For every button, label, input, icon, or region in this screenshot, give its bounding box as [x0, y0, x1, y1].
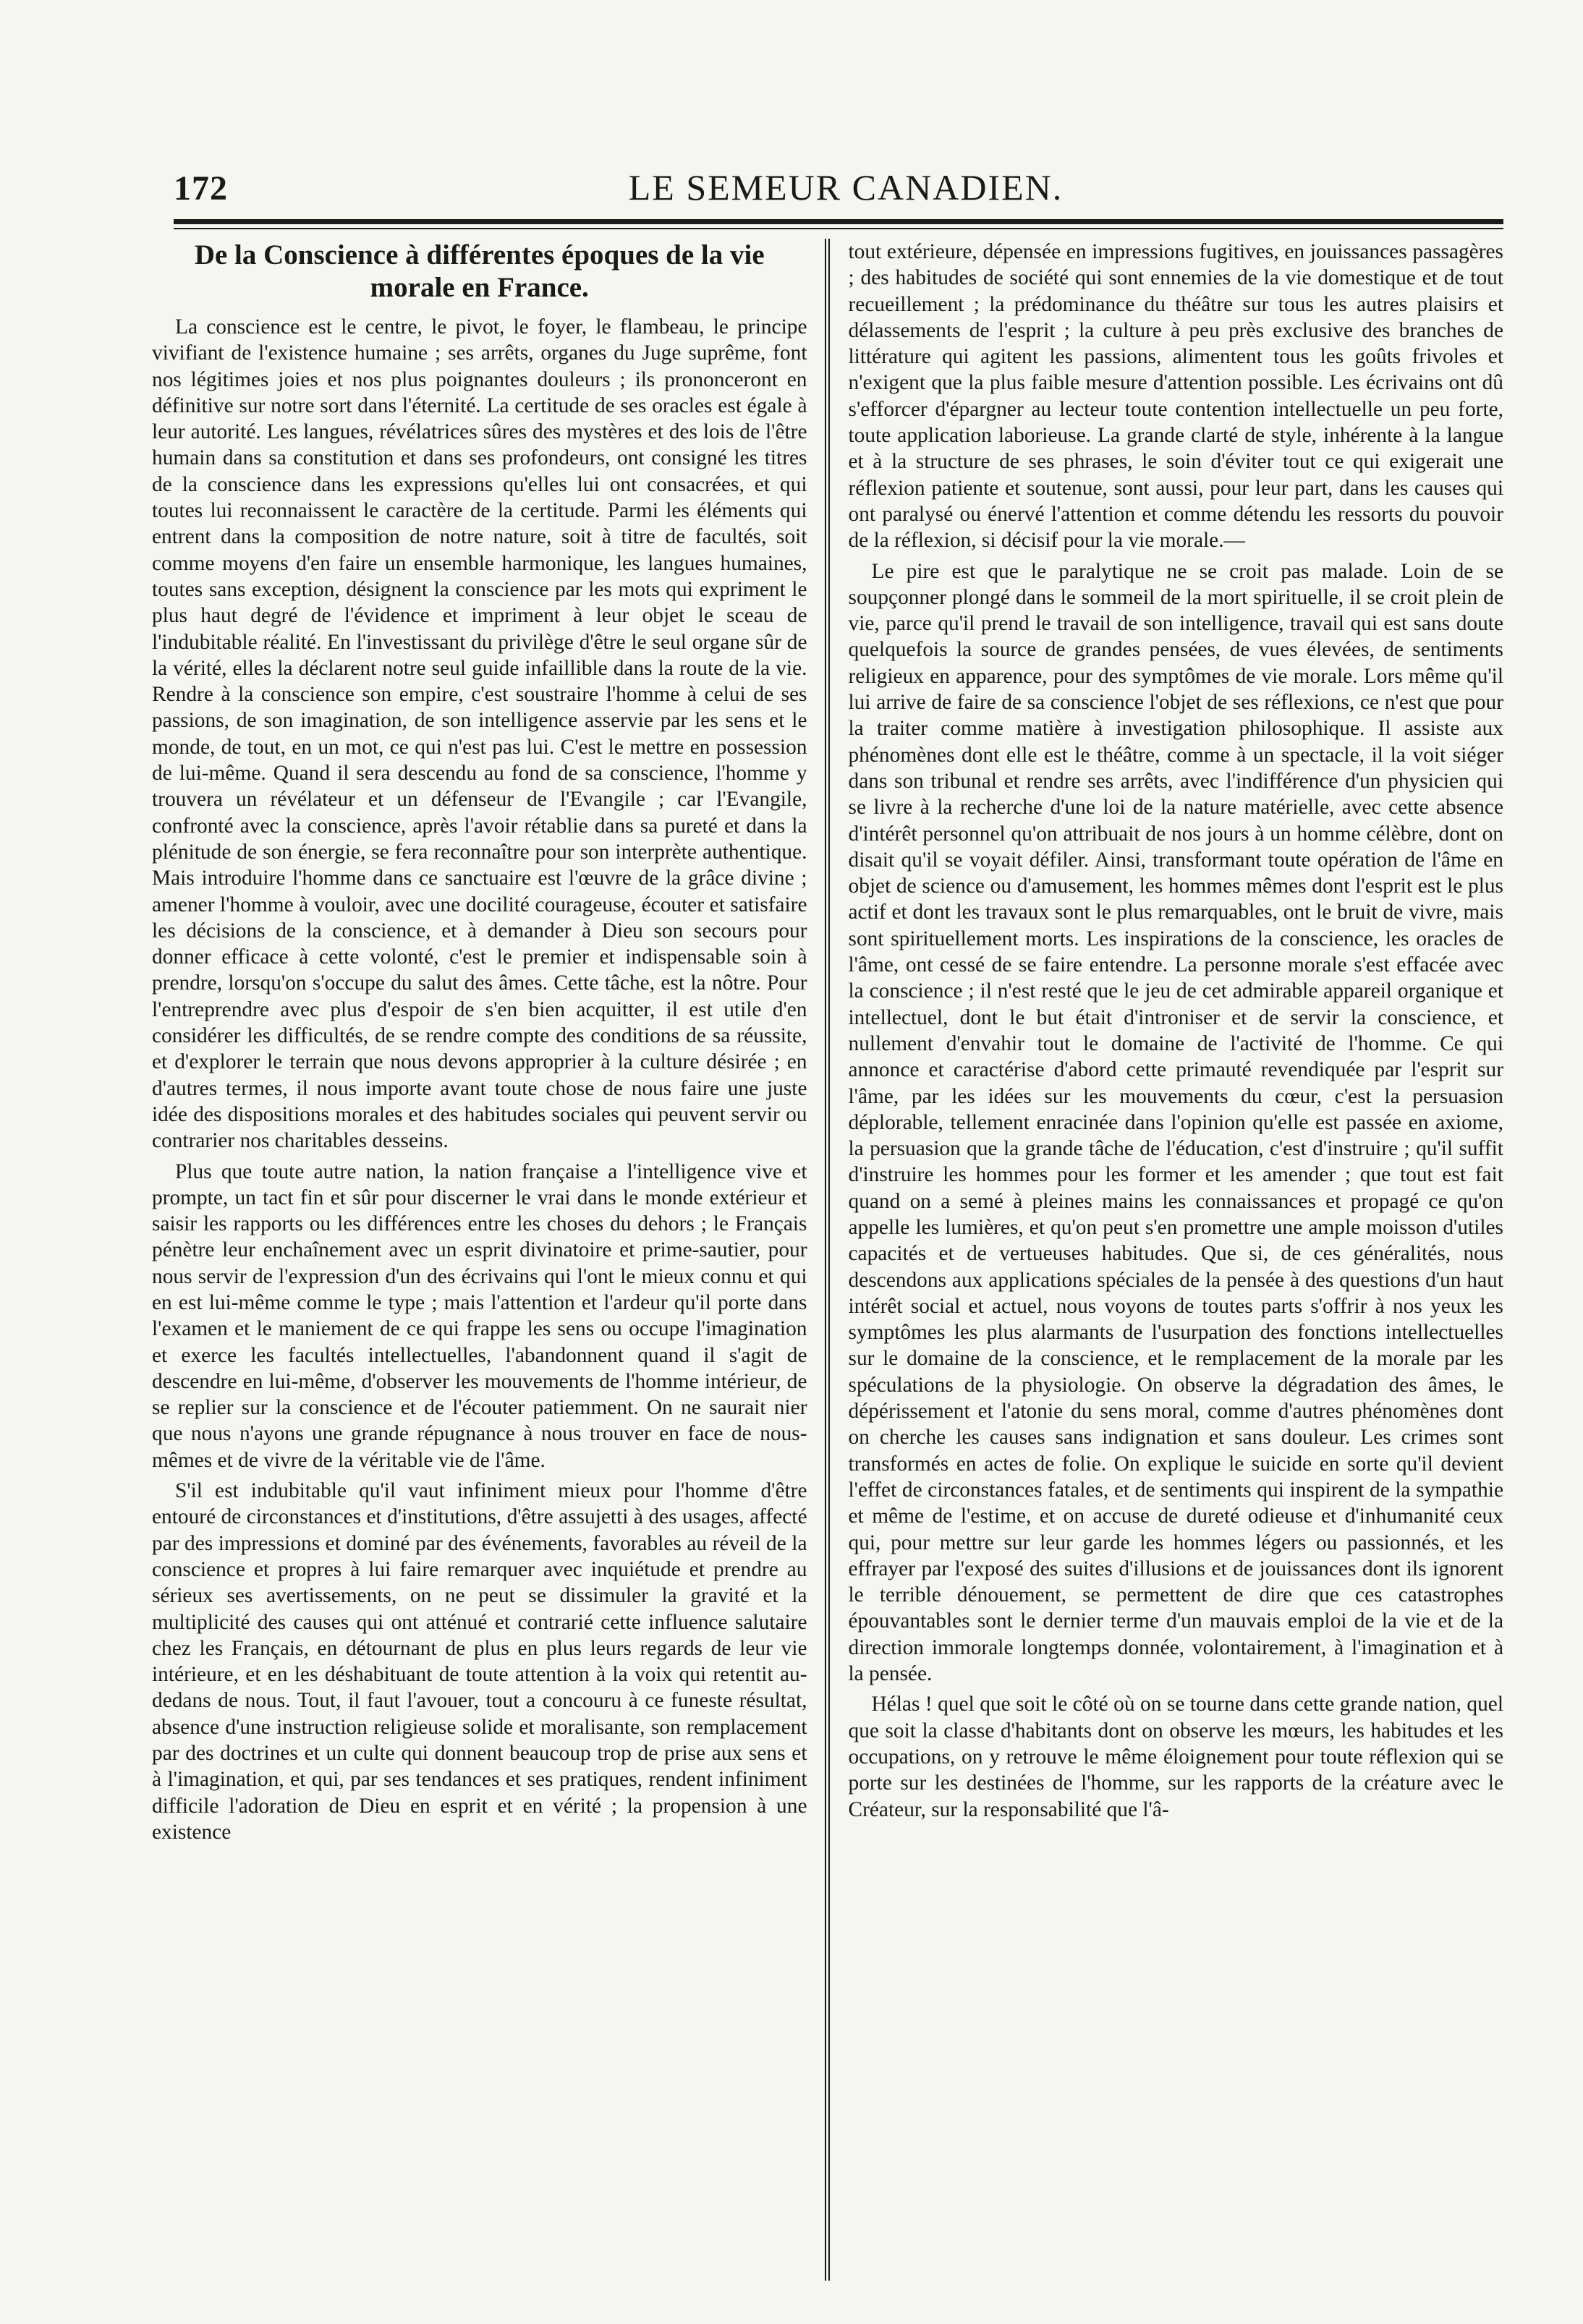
paragraph: Hélas ! quel que soit le côté où on se tourne dans cette grande nation, quel que soit la classe d'habitants dont on observe les mœurs, les habitudes et les occupations, on y retrouve le même éloignement pour toute réflexion qui se porte sur les destinées de l'homme, sur les rapports de la créature avec le Créateur, sur la responsabilité que l'â-: [848, 1693, 1503, 1821]
header-rule-thin: [174, 228, 1503, 229]
left-column: [152, 239, 825, 2281]
column-divider: [825, 239, 830, 2281]
paragraph: S'il est indubitable qu'il vaut infiniment mieux pour l'homme d'être entouré de circonstances et d'institutions, d'être assujetti à des usages, affecté par des impressions et dominé par des événements, favorables au réveil de la conscience et propres à lui faire remarquer avec inquiétude et prendre au sérieux ses avertissements, on ne peut se dissimuler la gravité et la multiplicité des causes qui ont atténué et contrarié cette influence salutaire chez les Français, en détournant de plus en plus leurs regards de leur vie intérieure, et en les déshabituant de toute attention à la voix qui retentit au-dedans de nous. Tout, il faut l'avouer, tout a concouru à ce funeste résultat, absence d'une instruction religieuse solide et moralisante, son remplacement par des doctrines et un culte qui donnent beaucoup trop de prise aux sens et à l'imagination, et qui, par ses tendances et ses pratiques, rendent infiniment difficile l'adoration de Dieu en esprit et en vérité ; la propension à une existence: [152, 1479, 807, 1844]
paragraph: Plus que toute autre nation, la nation française a l'intelligence vive et prompte, un tact fin et sûr pour discerner le vrai dans le monde extérieur et saisir les rapports ou les différences entre les choses du dehors ; le Français pénètre leur enchaînement avec un esprit divinatoire et prime-sautier, pour nous servir de l'expression d'un des écrivains qui l'ont le mieux connu et qui en est lui-même comme le type ; mais l'attention et l'ardeur qu'il porte dans l'examen et le maniement de ce qui frappe les sens ou occupe l'imagination et exerce les facultés intellectuelles, l'abandonnent quand il s'agit de descendre en lui-même, d'observer les mouvements de l'homme intérieur, de se replier sur la conscience et de l'écouter patiemment. On ne saurait nier que nous n'ayons une grande répugnance à nous trouver en face de nous-mêmes et de vivre de la véritable vie de l'âme.: [152, 1159, 807, 1472]
paragraph: tout extérieure, dépensée en impressions fugitives, en jouissances passagères ; des habitudes de société qui sont ennemies de la vie domestique et de tout recueillement ; la prédominance du théâtre sur tous les autres plaisirs et délassements de l'esprit ; la culture à peu près exclusive des branches de littérature qui agitent les passions, alimentent tous les goûts frivoles et n'exigent que la plus faible mesure d'attention possible. Les écrivains ont dû s'efforcer d'épargner au lecteur toute contention intellectuelle un peu forte, toute application laborieuse. La grande clarté de style, inhérente à la langue et à la structure de ses phrases, le soin d'éviter tout ce qui exigerait une réflexion patiente et soutenue, sont aussi, pour leur part, dans les causes qui ont paralysé ou énervé l'attention et comme détendu les ressorts du pouvoir de la réflexion, si décisif pour la vie morale.—: [848, 240, 1503, 553]
running-title: LE SEMEUR CANADIEN.: [628, 167, 1064, 208]
paragraph: Le pire est que le paralytique ne se croit pas malade. Loin de se soupçonner plongé dans le sommeil de la mort spirituelle, il se croit plein de vie, parce qu'il prend le travail de son intelligence, travail qui est sans doute quelquefois la source de grandes pensées, de vues élevées, de sentiments religieux en apparence, pour des symptômes de vie morale. Lors même qu'il lui arrive de faire de sa conscience l'objet de ses réflexions, ce n'est que pour la traiter comme matière à investigation philosophique. Il assiste aux phénomènes dont elle est le théâtre, comme à un spectacle, il la voit siéger dans son tribunal et rendre ses arrêts, avec l'indifférence d'un physicien qui se livre à la recherche d'une loi de la nature matérielle, avec cette absence d'intérêt personnel qu'on attribuait de nos jours à un homme célèbre, dont on disait qu'il se voyait défiler. Ainsi, transformant toute opération de l'âme en objet de science ou d'amusement, les hommes mêmes dont l'esprit est le plus actif et dont les travaux sont le plus remarquables, ont le bruit de vivre, mais sont spirituellement morts. Les inspirations de la conscience, les oracles de l'âme, ont cessé de se faire entendre. La personne morale s'est effacée avec la conscience ; il n'est resté que le jeu de cet admirable appareil organique et intellectuel, dont le but était d'introniser et de servir la conscience, et nullement d'envahir tout le domaine de l'activité de l'homme. Ce qui annonce et caractérise d'abord cette primauté revendiquée par l'esprit sur l'âme, par les idées sur les mouvements du cœur, c'est la persuasion déplorable, tellement enracinée dans l'opinion qu'elle est passée en axiome, la persuasion que la grande tâche de l'éducation, c'est d'instruire ; qu'il suffit d'instruire les hommes pour les former et les amender ; que tout est fait quand on a semé à pleines mains les connaissances et propagé ce qu'on appelle les lumières, et qu'on peut s'en promettre une ample moisson d'utiles capacités et de vertueuses habitudes. Que si, de ces généralités, nous descendons aux applications spéciales de la pensée à des questions d'un haut intérêt social et actuel, nous voyons de toutes parts s'offrir à nos yeux les symptômes les plus alarmants de l'usurpation des fonctions intellectuelles sur le domaine de la conscience, et le remplacement de la morale par les spéculations de la physiologie. On observe la dégradation des âmes, le dépérissement et l'atonie du sens moral, comme d'autres phénomènes dont on cherche les causes sans indignation et sans douleur. Les crimes sont transformés en actes de folie. On explique le suicide en sorte qu'il devient l'effet de circonstances fatales, et de sentiments qui inspirent de la sympathie et même de l'estime, et on accuse de dureté odieuse et d'inhumanité ceux qui, pour mettre sur leur garde les hommes légers ou passionnés, et les effrayer par l'exposé des suites d'illusions et de jouissances dont ils ignorent le terrible dénouement, se permettent de dire que ces catastrophes épouvantables sont le dernier terme d'un mauvais emploi de la vie et de la direction immorale longtemps donnée, volontairement, à l'imagination et à la pensée.: [848, 559, 1503, 1686]
article-title: De la Conscience à différentes époques de la vie morale en France.: [194, 239, 765, 303]
page-number: 172: [174, 169, 228, 208]
page-header: [109, 127, 1503, 206]
right-column: [830, 239, 1504, 2281]
header-rule-thick: [174, 219, 1503, 224]
paragraph: La conscience est le centre, le pivot, le foyer, le flambeau, le principe vivifiant de l'existence humaine ; ses arrêts, organes du Juge suprême, font nos légitimes joies et nos plus poignantes douleurs ; ils prononceront en définitive sur notre sort dans l'éternité. La certitude de ses oracles est égale à leur autorité. Les langues, révélatrices sûres des mystères et des lois de l'être humain dans sa constitution et dans ses profondeurs, ont consigné les titres de la conscience dans les expressions qu'elles lui ont consacrées, et qui toutes lui reconnaissent le caractère de la certitude. Parmi les éléments qui entrent dans la composition de notre nature, soit à titre de facultés, soit comme moyens d'en faire un ensemble harmonique, les langues humaines, toutes sans exception, désignent la conscience par les mots qui expriment le plus haut degré de l'évidence et impriment à leur objet le sceau de l'indubitable réalité. En l'investissant du privilège d'être le seul organe sûr de la vérité, elles la déclarent notre seul guide infaillible dans la route de la vie. Rendre à la conscience son empire, c'est soustraire l'homme à celui de ses passions, de son imagination, de son intelligence asservie par les sens et le monde, de tout, en un mot, ce qui n'est pas lui. C'est le mettre en possession de lui-même. Quand il sera descendu au fond de sa conscience, l'homme y trouvera un révélateur et un défenseur de l'Evangile ; car l'Evangile, confronté avec la conscience, après l'avoir rétablie dans sa pureté et dans la plénitude de son énergie, se fera reconnaître pour son interprète authentique. Mais introduire l'homme dans ce sanctuaire est l'œuvre de la grâce divine ; amener l'homme à vouloir, avec une docilité courageuse, écouter et satisfaire les décisions de la conscience, et à demander à Dieu son secours pour donner efficace à cette volonté, c'est le premier et indispensable soin à prendre, lorsqu'on s'occupe du salut des âmes. Cette tâche, est la nôtre. Pour l'entreprendre avec plus d'espoir de s'en bien acquitter, il est utile d'en considérer les difficultés, de se rendre compte des conditions de sa réussite, et d'explorer le terrain que nous devons approprier à la culture désirée ; en d'autres termes, il nous importe avant toute chose de nous faire une juste idée des dispositions morales et des habitudes sociales qui peuvent servir ou contrarier nos charitables desseins.: [152, 315, 807, 1153]
article-columns: [152, 239, 1503, 2281]
